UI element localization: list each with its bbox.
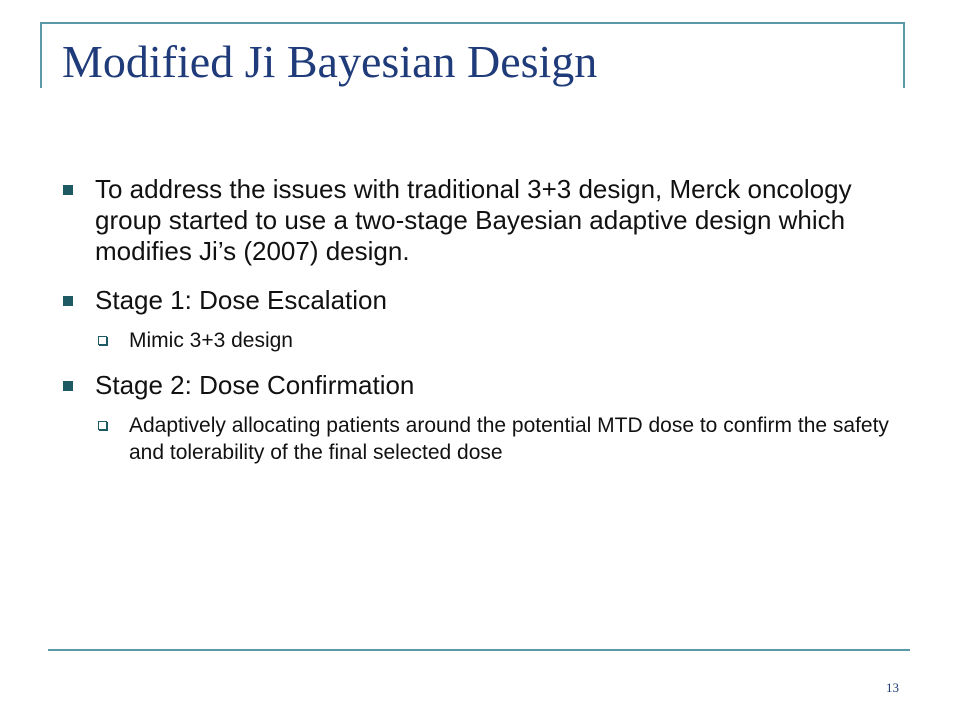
sub-bullet-text: Adaptively allocating patients around the potential MTD dose to confirm the safety and tolerability of the final selected dose [129,414,889,464]
bullet-item [62,370,912,401]
sub-bullet-text: Mimic 3+3 design [129,329,293,352]
bullet-text: Stage 2: Dose Confirmation [95,370,415,400]
bullet-item [62,285,912,316]
filled-square-bullet-icon [63,185,73,195]
page-number: 13 [886,680,899,695]
frame-right-line [903,22,905,88]
sub-bullet-item [62,412,912,466]
slide-content [62,174,912,482]
hollow-square-bullet-icon [98,336,107,345]
slide-title: Modified Ji Bayesian Design [62,36,598,87]
filled-square-bullet-icon [63,381,73,391]
frame-top-line [40,22,905,24]
filled-square-bullet-icon [63,296,73,306]
bullet-text: Stage 1: Dose Escalation [95,285,387,315]
bullet-text: To address the issues with traditional 3+3 design, Merck oncology group started to use a two-stage Bayesian adaptive design which modifies Ji’s (2007) design. [95,174,852,266]
frame-bottom-line [48,649,910,651]
frame-left-line [40,22,42,88]
bullet-item [62,174,912,267]
sub-bullet-item [62,327,912,354]
hollow-square-bullet-icon [98,421,107,430]
